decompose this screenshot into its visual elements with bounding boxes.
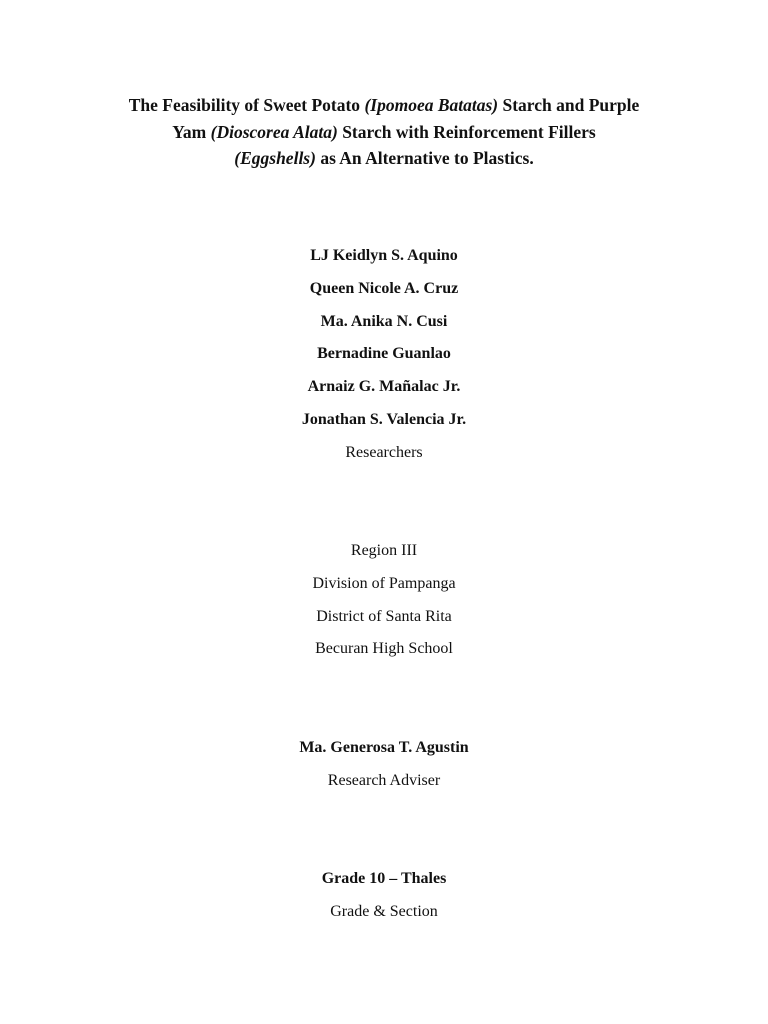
grade-label: Grade & Section — [330, 902, 438, 920]
location-section — [0, 535, 768, 666]
researcher-name: Jonathan S. Valencia Jr. — [301, 410, 467, 428]
researcher-name: Ma. Anika N. Cusi — [320, 312, 448, 330]
title-line-1 — [60, 92, 708, 119]
title-line-2 — [60, 119, 708, 146]
title-filler-name: (Eggshells) — [234, 148, 316, 168]
title-scientific-name: (Ipomoea Batatas) — [364, 95, 499, 115]
school-text: Becuran High School — [315, 640, 453, 658]
adviser-label: Research Adviser — [327, 771, 441, 789]
title-scientific-name: (Dioscorea Alata) — [210, 121, 338, 142]
researcher-name: LJ Keidlyn S. Aquino — [310, 247, 458, 264]
title-text: Starch and Purple — [498, 95, 640, 115]
division-text: Division of Pampanga — [312, 574, 456, 592]
region-text: Region III — [350, 542, 418, 559]
grade-section — [0, 863, 768, 929]
researcher-name: Arnaiz G. Mañalac Jr. — [307, 378, 461, 396]
title-text: The Feasibility of Sweet Potato — [128, 95, 365, 115]
researcher-name: Queen Nicole A. Cruz — [309, 279, 459, 297]
researchers-section — [0, 240, 768, 470]
adviser-name: Ma. Generosa T. Agustin — [299, 739, 469, 756]
document-title — [60, 92, 708, 172]
district-text: District of Santa Rita — [316, 607, 452, 625]
title-text: as An Alternative to Plastics. — [315, 148, 534, 168]
researcher-name: Bernadine Guanlao — [317, 345, 451, 363]
title-text: Yam — [172, 121, 211, 142]
researchers-label: Researchers — [345, 443, 423, 461]
grade-value: Grade 10 – Thales — [321, 870, 447, 887]
title-text: Starch with Reinforcement Fillers — [337, 121, 596, 142]
adviser-section — [0, 732, 768, 798]
title-line-3 — [60, 145, 708, 172]
